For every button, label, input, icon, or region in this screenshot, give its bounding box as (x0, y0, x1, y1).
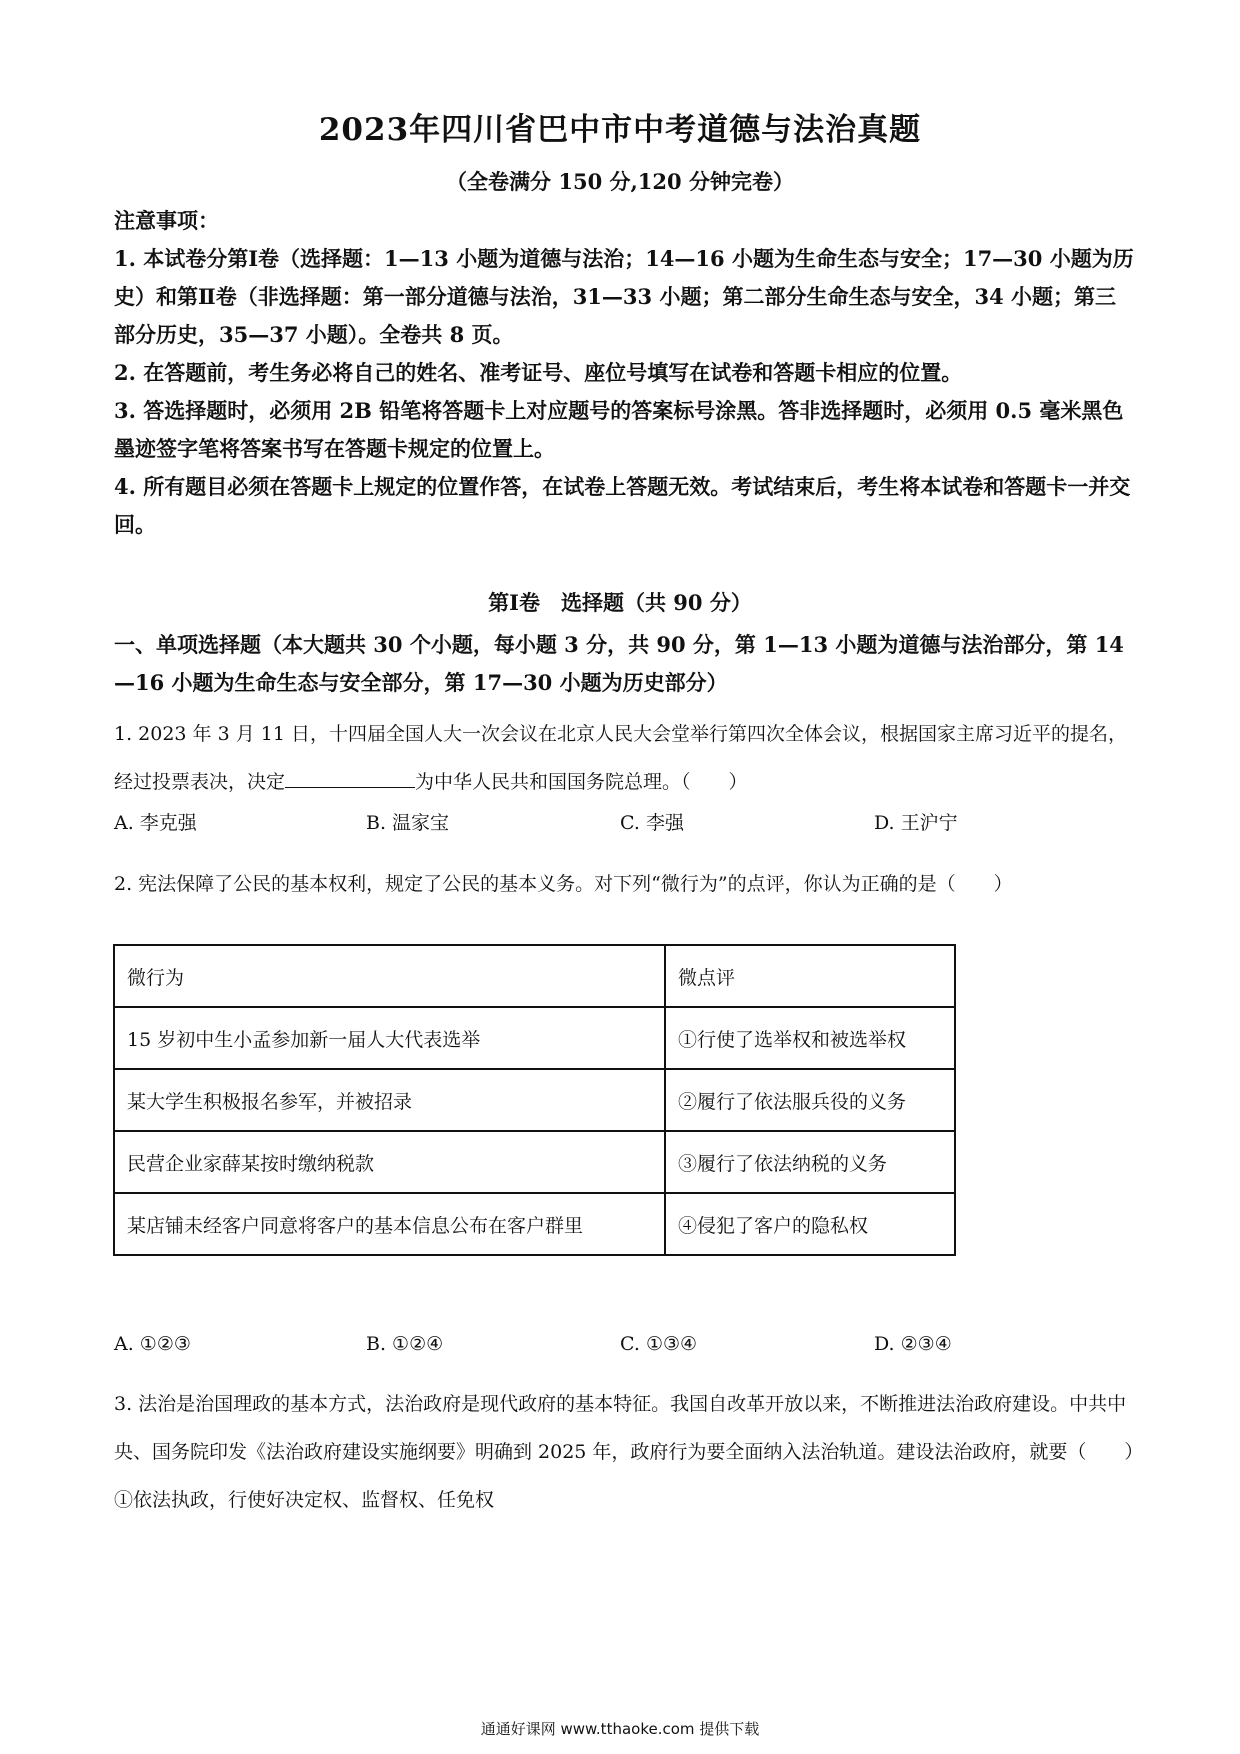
page-title: 2023年四川省巴中市中考道德与法治真题 (318, 112, 922, 148)
answer-blank (285, 765, 415, 788)
table-cell: 某大学生积极报名参军，并被招录 (114, 1069, 665, 1131)
option-a: A. ①②③ (114, 1333, 191, 1355)
option-d: D. ②③④ (874, 1333, 952, 1355)
page-subtitle: （全卷满分 150 分,120 分钟完卷） (446, 169, 794, 194)
table-cell: 某店铺未经客户同意将客户的基本信息公布在客户群里 (114, 1193, 665, 1255)
table-row (114, 1069, 955, 1131)
question-1-text-after: 为中华人民共和国国务院总理。（ ） (415, 771, 748, 793)
question-1-text-before: 1. 2023 年 3 月 11 日，十四届全国人大一次会议在北京人民大会堂举行第四次全体会议，根据国家主席习近平的提名，经过投票表决，决定 (114, 723, 1127, 793)
table-header-row (114, 945, 955, 1007)
table-row (114, 1193, 955, 1255)
option-c: C. 李强 (620, 812, 684, 834)
option-c: C. ①③④ (620, 1333, 698, 1355)
notes-section (114, 202, 1134, 544)
question-3-text: 3. 法治是治国理政的基本方式，法治政府是现代政府的基本特征。我国自改革开放以来，不断推进法治政府建设。中共中央、国务院印发《法治政府建设实施纲要》明确到 2025 年，政府行为要全面纳入法治轨道。建设法治政府，就要（ ） (114, 1393, 1144, 1463)
question-1-options (114, 808, 1134, 838)
page-footer: 通通好课网 www.tthaoke.com 提供下载 (480, 1720, 760, 1738)
table-header-cell: 微行为 (114, 945, 665, 1007)
notes-heading: 注意事项： (114, 208, 219, 233)
table-cell: 15 岁初中生小孟参加新一届人大代表选举 (114, 1007, 665, 1069)
question-2-table (113, 944, 956, 1256)
question-1 (114, 710, 1134, 806)
table-row (114, 1007, 955, 1069)
question-2 (114, 860, 1134, 908)
part-heading: 一、单项选择题（本大题共 30 个小题，每小题 3 分，共 90 分，第 1—13 小题为道德与法治部分，第 14—16 小题为生命生态与安全部分，第 17—30 小题为历史部分） (114, 632, 1124, 695)
table-row (114, 1131, 955, 1193)
question-3-item-1: ①依法执政，行使好决定权、监督权、任免权 (114, 1489, 495, 1511)
option-b: B. 温家宝 (366, 812, 450, 834)
table-cell: ①行使了选举权和被选举权 (665, 1007, 955, 1069)
option-b: B. ①②④ (366, 1333, 444, 1355)
note-item: 1. 本试卷分第Ⅰ卷（选择题：1—13 小题为道德与法治；14—16 小题为生命生态与安全；17—30 小题为历史）和第Ⅱ卷（非选择题：第一部分道德与法治，31—33 小题；第二部分生命生态与安全，34 小题；第三部分历史，35—37 小题）。全卷共 8 页。 (114, 246, 1134, 347)
question-2-options (114, 1333, 1134, 1363)
table-header-cell: 微点评 (665, 945, 955, 1007)
option-a: A. 李克强 (114, 812, 197, 834)
note-item: 3. 答选择题时，必须用 2B 铅笔将答题卡上对应题号的答案标号涂黑。答非选择题时，必须用 0.5 毫米黑色墨迹签字笔将答案书写在答题卡规定的位置上。 (114, 398, 1124, 461)
section-heading: 第Ⅰ卷 选择题（共 90 分） (488, 590, 752, 615)
table-cell: 民营企业家薛某按时缴纳税款 (114, 1131, 665, 1193)
question-2-text: 2. 宪法保障了公民的基本权利，规定了公民的基本义务。对下列“微行为”的点评，你认为正确的是（ ） (114, 873, 1013, 895)
note-item: 4. 所有题目必须在答题卡上规定的位置作答，在试卷上答题无效。考试结束后，考生将本试卷和答题卡一并交回。 (114, 474, 1131, 537)
question-3 (114, 1380, 1144, 1524)
note-item: 2. 在答题前，考生务必将自己的姓名、准考证号、座位号填写在试卷和答题卡相应的位置。 (114, 360, 963, 385)
table-cell: ④侵犯了客户的隐私权 (665, 1193, 955, 1255)
table-cell: ③履行了依法纳税的义务 (665, 1131, 955, 1193)
table-cell: ②履行了依法服兵役的义务 (665, 1069, 955, 1131)
option-d: D. 王沪宁 (874, 812, 958, 834)
